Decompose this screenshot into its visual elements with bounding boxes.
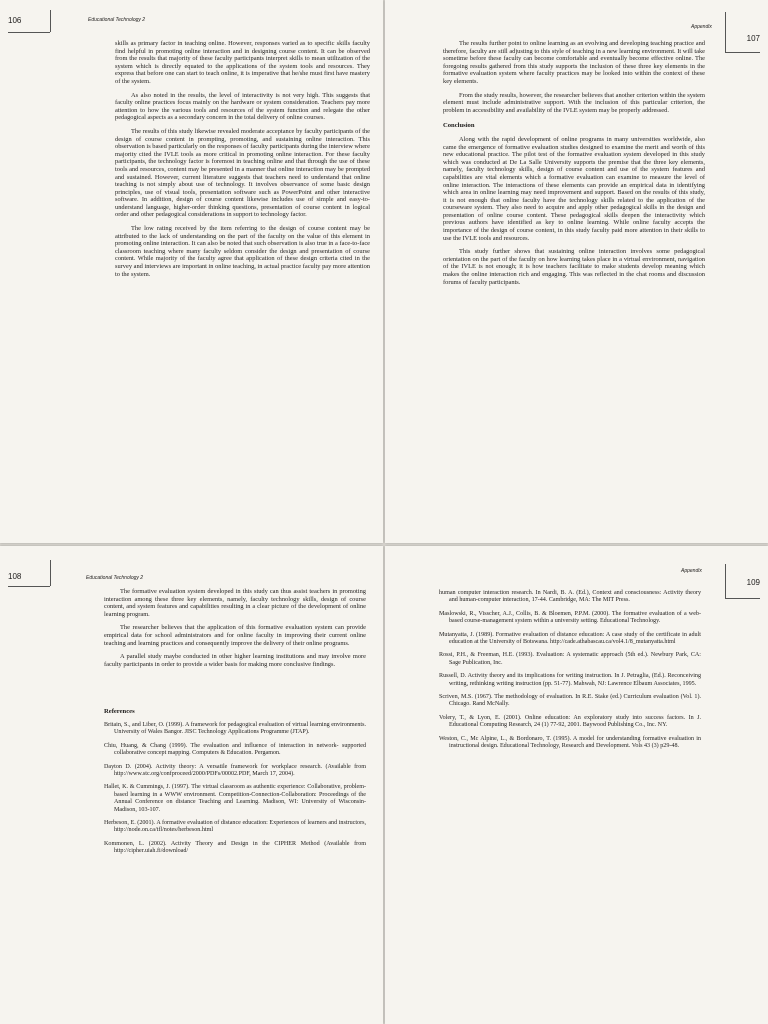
paragraph: The researcher believes that the application of this formative evaluation system can provide empirical data for school administrators and for online faculty in improving their current online teaching and learning practices and consequently improve the delivery of their online programs. [104,624,366,647]
running-head: Appendix [691,24,712,30]
body-text [115,40,370,284]
paragraph: The low rating received by the item referring to the design of course content may be attributed to the lack of understanding on the part of the faculty on the value of this element in promoting online interaction. It can also be noted that such observation is also true in a face-to-face classroom teaching where many faculty seldom consider the design and presentation of course content. While majority of the faculty agree that application of these design criteria cited in the survey and interviews are important in online teaching, in actual practice faculty pay more attention to the system. [115,225,370,278]
reference-entry: human computer interaction research. In Nardi, B. A. (Ed.), Context and consciousness: Activity theory and human-computer interaction, 17-44. Cambridge, MA: The MIT Press. [439,590,701,604]
crop-mark [725,52,760,53]
crop-mark [725,564,726,598]
reference-entry: Herbeson, E. (2001). A formative evaluation of distance education: Experiences of learners and instructors, http://node.on.ca/tfl/notes/herbeson.html [104,820,366,834]
crop-mark [8,32,50,33]
crop-mark [725,598,760,599]
reference-entry: Volery, T., & Lyon, E. (2001). Online education: An exploratory study into success factors. In J. Educational Computing Research, 24 (1) 77-92, 2001. Baywood Publishing Co., Inc. NY. [439,714,701,729]
crop-mark [50,560,51,586]
paragraph: The results of this study likewise revealed moderate acceptance by faculty participants of the design of course content in prompting, promoting, and sustaining online interaction. This observation is based particularly on the responses of faculty participants during the interview where majority cited the IVLE tools as more critical in promoting online interaction. For these faculty participants, the technology factor is foremost in teaching online and that through the use of these tools and resources, content may be presented in a manner that online interaction may be prompted and sustained. However, current literature suggests that teachers need to understand that online teaching is not simply about use of technology. It involves observance of some basic design principles, use of visual tools, presentation software such as PowerPoint and other interactive software. In addition, design of course content likewise includes use of simple and easy-to-understand language, higher-order thinking questions, presentation of course content in logical order and other pedagogical considerations in support to technology factor. [115,127,371,219]
body-text [443,40,705,292]
running-head: Appendix [681,568,702,574]
page-number: 106 [8,16,22,25]
reference-entry: Mutanyatta, J. (1989). Formative evaluation of distance education: A case study of the certificate in adult education at the University of Botswana. http://cade.athabascau.ca/vol4.1/8_mutanyatta.html [439,631,701,646]
crop-mark [725,12,726,52]
paragraph: skills as primary factor in teaching online. However, responses varied as to specific skills faculty find helpful in promoting online interaction and in designing course content. It can be observed from the results that majority of these faculty participants interpret skills to mean utilization of the system which is directly equated to the applications of the system tools and resources. They express that before one can start to teach online, it is imperative that he/she must first have mastery of the system. [115,40,370,85]
reference-entry: Weston, C., Mc Alpine, L., & Bordonaro, T. (1995). A model for understanding formative evaluation in instructional design. Educational Technology, Research and Development. Vols 43 (3) p29-48. [439,735,701,750]
reference-entry: Hallet, K. & Cummings, J. (1997). The virtual classroom as authentic experience: Collaborative, problem-based learning in a WWW environment. Competition-Connection-Collaboration: Proceedings of the Annual Conference on distance Teaching and Learning. Madison, WI: University of Wisconsin-Madison, 103-107. [104,784,366,813]
paragraph: The results further point to online learning as an evolving and developing teaching practice and therefore, faculty are still adjusting to this style of teaching in a new learning environment. It will take sometime before these faculty can become comfortable and eventually become effective online. The foregoing results gathered from this study supports the inclusion of these three key elements in the formative evaluation system where faculty practices may be looked into within the context of these key elements. [443,40,705,85]
page-107 [385,0,768,543]
page-109 [385,546,768,1024]
body-text [104,588,366,862]
body-text [439,590,701,757]
reference-entry: Chiu, Huang, & Chang (1999). The evaluation and influence of interaction in network- supported collaborative concept mapping. Computers & Education. Pergamon. [104,742,366,757]
paragraph: As also noted in the results, the level of interactivity is not very high. This suggests that faculty online practices focus mainly on the hardware or system consideration. Teachers pay more attention to how the various tools and resources of the system function and relegate the other pedagogical aspects as a secondary concern in the total delivery of online courses. [115,91,370,122]
reference-entry: Scriven, M.S. (1967). The methodology of evaluation. In R.E. Stake (ed.) Curriculum evaluation (Vol. 1). Chicago. Rand McNally. [439,694,701,708]
reference-entry: Rossi, P.H., & Freeman, H.E. (1993). Evaluation: A systematic approach (5th ed.). Newbury Park, CA: Sage Publication, Inc. [439,652,701,666]
page-number: 109 [746,578,760,587]
paragraph: A parallel study maybe conducted in other higher learning institutions and may involve more faculty participants in order to provide a wider basis for making more conclusive findings. [104,653,366,668]
section-heading: References [104,708,135,716]
crop-mark [8,586,50,587]
crop-mark [50,10,51,32]
paragraph: Along with the rapid development of online programs in many universities worldwide, also came the emergence of formative evaluation studies designed to examine the merit and worth of this new educational practice. The pilot test of the formative evaluation system developed in this study which was conducted at De La Salle University supports the premise that the three key elements, namely, faculty technology skills, design of course content and use of the system features and capabilities are vital elements which a formative evaluation can examine to measure the level of online interaction. The interactions of these elements can provide an empirical data in identifying which area in online learning may need improvement and support. Based on the results of this study, it is not enough that online faculty have the technology skills related to the application of the courseware system. They also need to acquire and apply other pedagogical skills in the design and presentation of online course content. These pedagogical skills deepen the interactivity which previous authors have identified as key to online learning. While online faculty accepts the importance of the design of course content, in this study faculty paid more attention in their skills to use the IVLE tools and resources. [443,135,705,242]
page-106 [0,0,383,543]
page-number: 108 [8,572,22,581]
paragraph: From the study results, however, the researcher believes that another criterion within the system element must include administrative support. With the inclusion of this particular criterion, the problem in accessibility and availability of the IVLE system may be properly addressed. [443,91,705,114]
section-heading: Conclusion [443,122,475,130]
reference-entry: Kommonen, L. (2002). Activity Theory and Design in the CIPHER Method (Available from http://cipher.uiah.fi/download/ [104,840,366,855]
reference-entry: Dayton D. (2004). Activity theory: A versatile framework for workplace research. (Available from http://www.stc.org/confproceed/2000/PDFs/00002.PDF, March 17, 2004). [104,763,366,777]
reference-entry: Maslowski, R., Visscher, A.J., Collis, B. & Bloemen, P.P.M. (2000). The formative evaluation of a web-based course-management system within a university setting. Educational Technology. [439,610,701,625]
page-number: 107 [746,34,760,43]
paragraph: The formative evaluation system developed in this study can thus assist teachers in promoting interaction among these three key elements, namely, faculty technology skills, design of course content, and system features and capabilities resulting in a clear picture of the development of online learning program. [104,588,366,618]
running-head: Educational Technology 2 [88,17,146,23]
reference-entry: Russell, D. Activity theory and its implications for writing instruction. In J. Petraglia, (Ed.). Reconceiving writing, rethinking writing instruction (pp. 51-77). Mahwah, NJ: Lawrence Elbaum Associates, 1995. [439,673,701,687]
paragraph: This study further shows that sustaining online interaction involves some pedagogical orientation on the part of the faculty on how learning takes place in a virtual environment, navigation of the IVLE is not enough; it is how teachers facilitate to make students develop meaning which makes the online interaction rich and engaging. This was reflected in the chat rooms and discussion forums of faculty participants. [443,248,705,286]
reference-entry: Britain, S., and Liber, O. (1999). A framework for pedagogical evaluation of virtual learning environments. University of Wales Bangor. JISC Technology Applications Programme (JTAP). [104,721,366,736]
page-108 [0,546,383,1024]
running-head: Educational Technology 2 [86,575,144,581]
